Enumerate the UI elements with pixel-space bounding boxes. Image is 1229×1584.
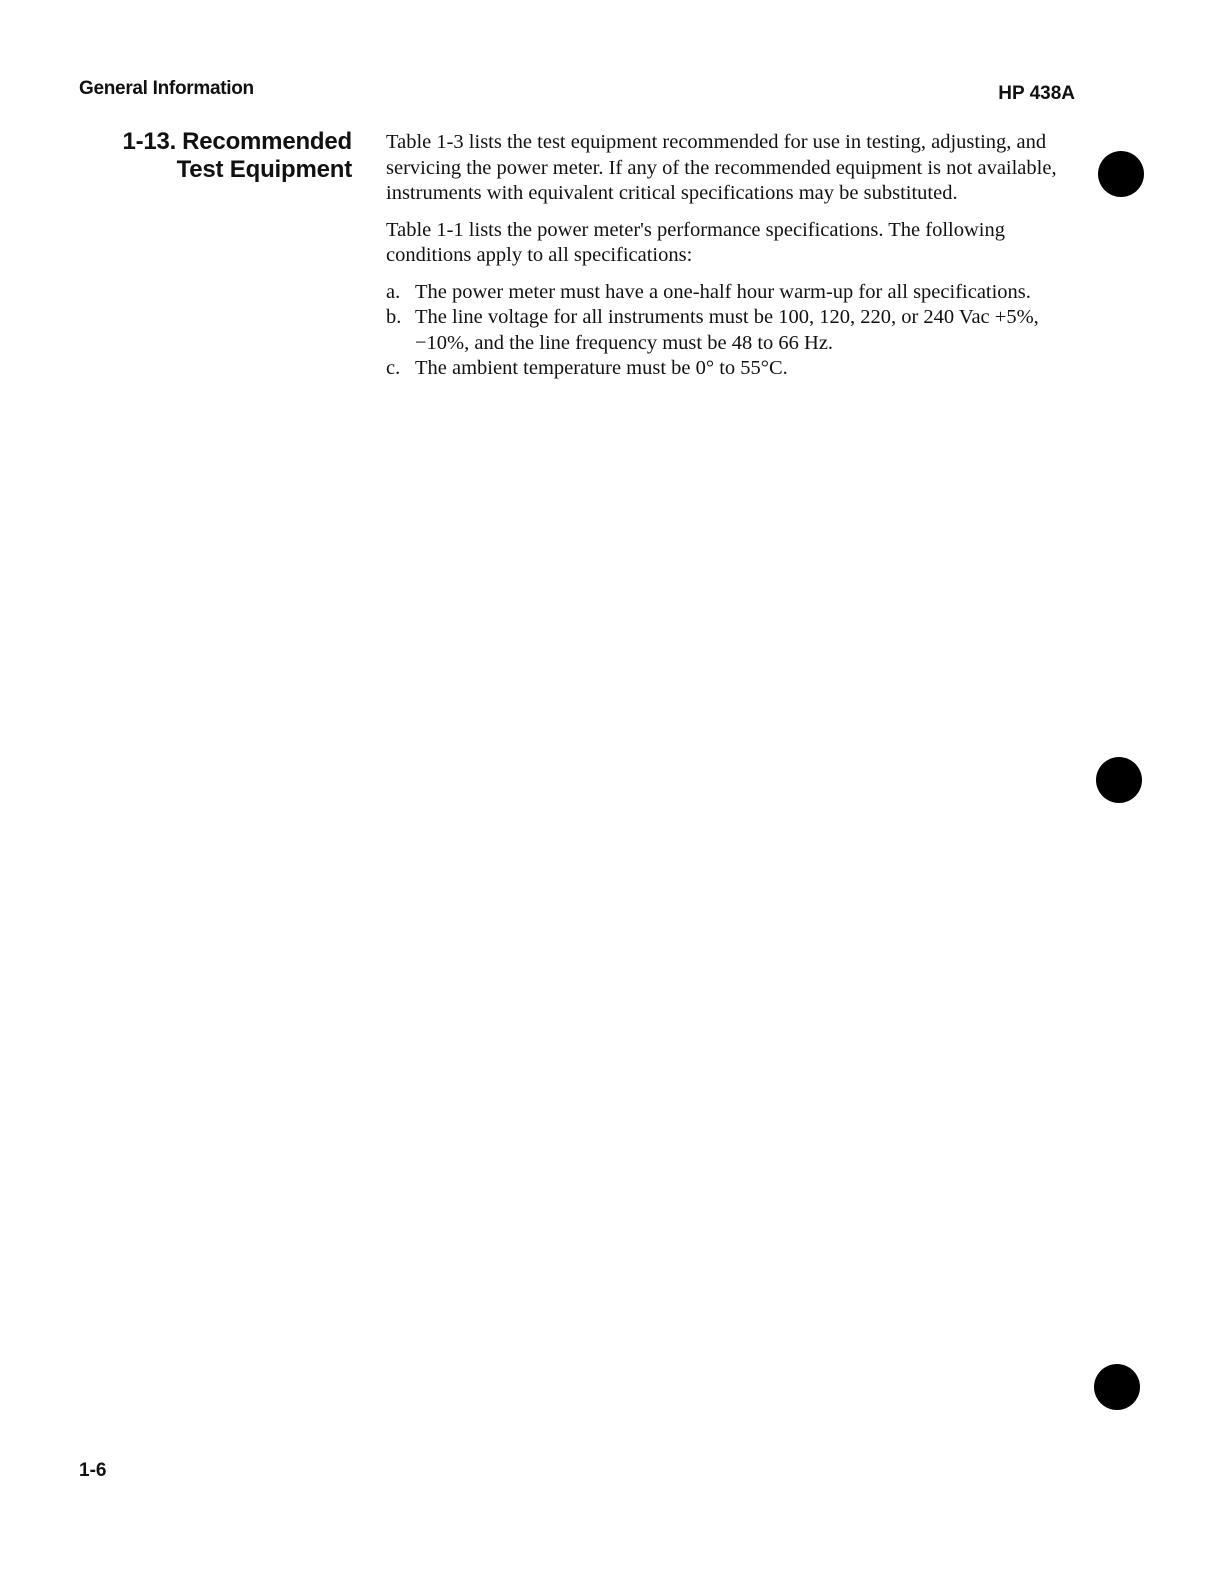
list-item-text: The ambient temperature must be 0° to 55°C.	[415, 357, 788, 379]
list-item-text: The line voltage for all instruments must be 100, 120, 220, or 240 Vac +5%, −10%, and the line frequency must be 48 to 66 Hz.	[415, 306, 1039, 354]
section-heading	[122, 128, 352, 184]
paragraph-performance-specs: Table 1-1 lists the power meter's performance specifications. The following conditions apply to all specifications:	[386, 218, 1005, 266]
section-title-line1: Recommended	[182, 128, 352, 155]
running-header-section: General Information	[79, 78, 254, 99]
list-marker: a.	[386, 280, 401, 303]
binder-hole-bottom	[1094, 1364, 1140, 1410]
list-item	[386, 280, 1066, 306]
conditions-list	[386, 280, 1066, 382]
section-body	[386, 130, 1066, 382]
section-number: 1-13.	[122, 128, 177, 155]
section-title-line2: Test Equipment	[176, 156, 352, 183]
running-header-model: HP 438A	[998, 83, 1075, 104]
list-marker: b.	[386, 306, 402, 328]
list-item	[386, 356, 1066, 382]
section-heading-line1	[122, 128, 352, 156]
paragraph-test-equipment: Table 1-3 lists the test equipment recommended for use in testing, adjusting, and servicing the power meter. If any of the recommended equipment is not available, instruments with equivalent critical specifications may be substituted.	[386, 131, 1057, 204]
list-item-text: The power meter must have a one-half hour warm-up for all specifications.	[415, 280, 1031, 303]
list-marker: c.	[386, 357, 401, 379]
binder-hole-middle	[1096, 757, 1142, 803]
binder-hole-top	[1098, 151, 1144, 197]
list-item	[386, 305, 1066, 356]
page-number: 1-6	[79, 1460, 107, 1481]
